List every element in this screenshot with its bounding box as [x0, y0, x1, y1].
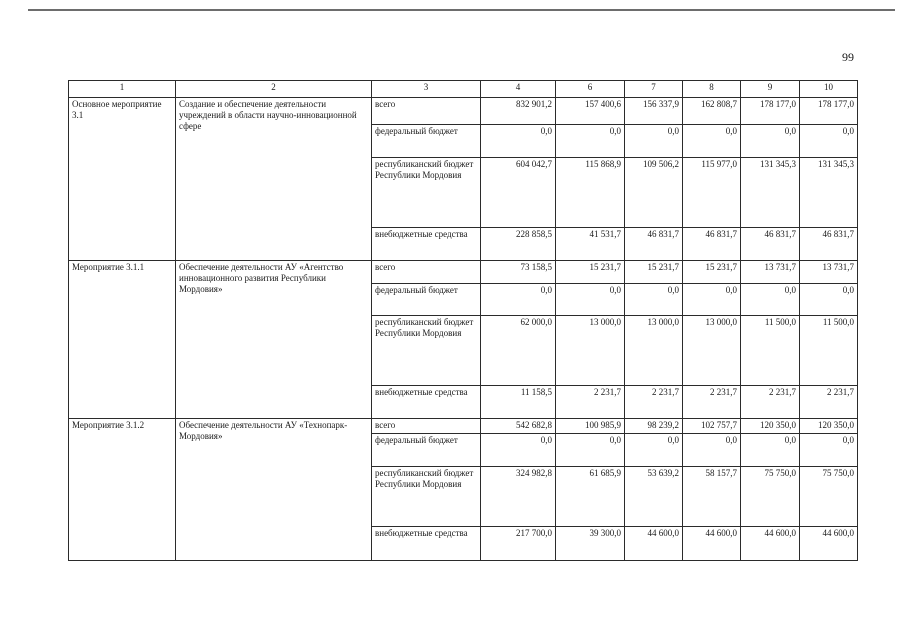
amount-cell: 0,0: [556, 433, 625, 466]
measure-name: Обеспечение деятельности АУ «Технопарк-Мордовия»: [176, 419, 372, 561]
measure-code: Мероприятие 3.1.1: [69, 261, 176, 419]
amount-cell: 13 731,7: [800, 261, 858, 284]
amount-cell: 75 750,0: [741, 466, 800, 526]
header-cell: 6: [556, 81, 625, 98]
amount-cell: 0,0: [800, 284, 858, 316]
measure-name: Обеспечение деятельности АУ «Агентство инновационного развития Республики Мордовия»: [176, 261, 372, 419]
amount-cell: 2 231,7: [556, 386, 625, 419]
amount-cell: 115 977,0: [683, 158, 741, 228]
amount-cell: 0,0: [800, 125, 858, 158]
amount-cell: 11 500,0: [741, 316, 800, 386]
amount-cell: 11 500,0: [800, 316, 858, 386]
amount-cell: 217 700,0: [481, 526, 556, 560]
funding-source: внебюджетные средства: [372, 386, 481, 419]
amount-cell: 2 231,7: [683, 386, 741, 419]
amount-cell: 0,0: [625, 125, 683, 158]
header-cell: 9: [741, 81, 800, 98]
amount-cell: 75 750,0: [800, 466, 858, 526]
funding-source: внебюджетные средства: [372, 526, 481, 560]
amount-cell: 53 639,2: [625, 466, 683, 526]
amount-cell: 0,0: [683, 284, 741, 316]
amount-cell: 13 000,0: [625, 316, 683, 386]
header-cell: 1: [69, 81, 176, 98]
amount-cell: 15 231,7: [556, 261, 625, 284]
header-cell: 7: [625, 81, 683, 98]
amount-cell: 11 158,5: [481, 386, 556, 419]
measure-code: Мероприятие 3.1.2: [69, 419, 176, 561]
header-cell: 8: [683, 81, 741, 98]
table-row: [69, 261, 858, 284]
budget-table: [68, 80, 858, 561]
header-cell: 10: [800, 81, 858, 98]
amount-cell: 44 600,0: [800, 526, 858, 560]
amount-cell: 13 000,0: [556, 316, 625, 386]
amount-cell: 109 506,2: [625, 158, 683, 228]
amount-cell: 46 831,7: [625, 228, 683, 261]
funding-source: всего: [372, 98, 481, 125]
funding-source: республиканский бюджет Республики Мордовия: [372, 158, 481, 228]
page-number: 99: [842, 50, 854, 64]
amount-cell: 157 400,6: [556, 98, 625, 125]
amount-cell: 604 042,7: [481, 158, 556, 228]
header-cell: 4: [481, 81, 556, 98]
funding-source: федеральный бюджет: [372, 284, 481, 316]
amount-cell: 0,0: [625, 433, 683, 466]
amount-cell: 61 685,9: [556, 466, 625, 526]
amount-cell: 120 350,0: [800, 419, 858, 434]
amount-cell: 15 231,7: [683, 261, 741, 284]
amount-cell: 100 985,9: [556, 419, 625, 434]
amount-cell: 2 231,7: [800, 386, 858, 419]
amount-cell: 162 808,7: [683, 98, 741, 125]
amount-cell: 178 177,0: [741, 98, 800, 125]
amount-cell: 102 757,7: [683, 419, 741, 434]
amount-cell: 131 345,3: [800, 158, 858, 228]
amount-cell: 0,0: [683, 433, 741, 466]
funding-source: республиканский бюджет Республики Мордовия: [372, 466, 481, 526]
amount-cell: 73 158,5: [481, 261, 556, 284]
amount-cell: 0,0: [481, 433, 556, 466]
amount-cell: 39 300,0: [556, 526, 625, 560]
amount-cell: 178 177,0: [800, 98, 858, 125]
amount-cell: 0,0: [481, 284, 556, 316]
amount-cell: 44 600,0: [741, 526, 800, 560]
amount-cell: 0,0: [741, 284, 800, 316]
measure-code: Основное мероприятие 3.1: [69, 98, 176, 261]
amount-cell: 0,0: [556, 284, 625, 316]
amount-cell: 58 157,7: [683, 466, 741, 526]
amount-cell: 46 831,7: [741, 228, 800, 261]
amount-cell: 0,0: [800, 433, 858, 466]
amount-cell: 0,0: [556, 125, 625, 158]
funding-source: всего: [372, 261, 481, 284]
top-rule: [28, 9, 895, 11]
amount-cell: 115 868,9: [556, 158, 625, 228]
amount-cell: 13 000,0: [683, 316, 741, 386]
header-cell: 3: [372, 81, 481, 98]
amount-cell: 44 600,0: [625, 526, 683, 560]
amount-cell: 0,0: [741, 125, 800, 158]
amount-cell: 0,0: [683, 125, 741, 158]
amount-cell: 2 231,7: [741, 386, 800, 419]
header-cell: 2: [176, 81, 372, 98]
amount-cell: 156 337,9: [625, 98, 683, 125]
amount-cell: 2 231,7: [625, 386, 683, 419]
funding-source: федеральный бюджет: [372, 125, 481, 158]
amount-cell: 0,0: [481, 125, 556, 158]
amount-cell: 832 901,2: [481, 98, 556, 125]
amount-cell: 228 858,5: [481, 228, 556, 261]
amount-cell: 62 000,0: [481, 316, 556, 386]
table-row: [69, 98, 858, 125]
funding-source: всего: [372, 419, 481, 434]
amount-cell: 15 231,7: [625, 261, 683, 284]
amount-cell: 46 831,7: [683, 228, 741, 261]
amount-cell: 41 531,7: [556, 228, 625, 261]
amount-cell: 98 239,2: [625, 419, 683, 434]
amount-cell: 542 682,8: [481, 419, 556, 434]
amount-cell: 324 982,8: [481, 466, 556, 526]
amount-cell: 131 345,3: [741, 158, 800, 228]
amount-cell: 0,0: [741, 433, 800, 466]
funding-source: внебюджетные средства: [372, 228, 481, 261]
amount-cell: 46 831,7: [800, 228, 858, 261]
measure-name: Создание и обеспечение деятельности учреждений в области научно-инновационной сфере: [176, 98, 372, 261]
header-row: [69, 81, 858, 98]
amount-cell: 0,0: [625, 284, 683, 316]
amount-cell: 120 350,0: [741, 419, 800, 434]
funding-source: республиканский бюджет Республики Мордовия: [372, 316, 481, 386]
amount-cell: 13 731,7: [741, 261, 800, 284]
funding-source: федеральный бюджет: [372, 433, 481, 466]
table-row: [69, 419, 858, 434]
amount-cell: 44 600,0: [683, 526, 741, 560]
